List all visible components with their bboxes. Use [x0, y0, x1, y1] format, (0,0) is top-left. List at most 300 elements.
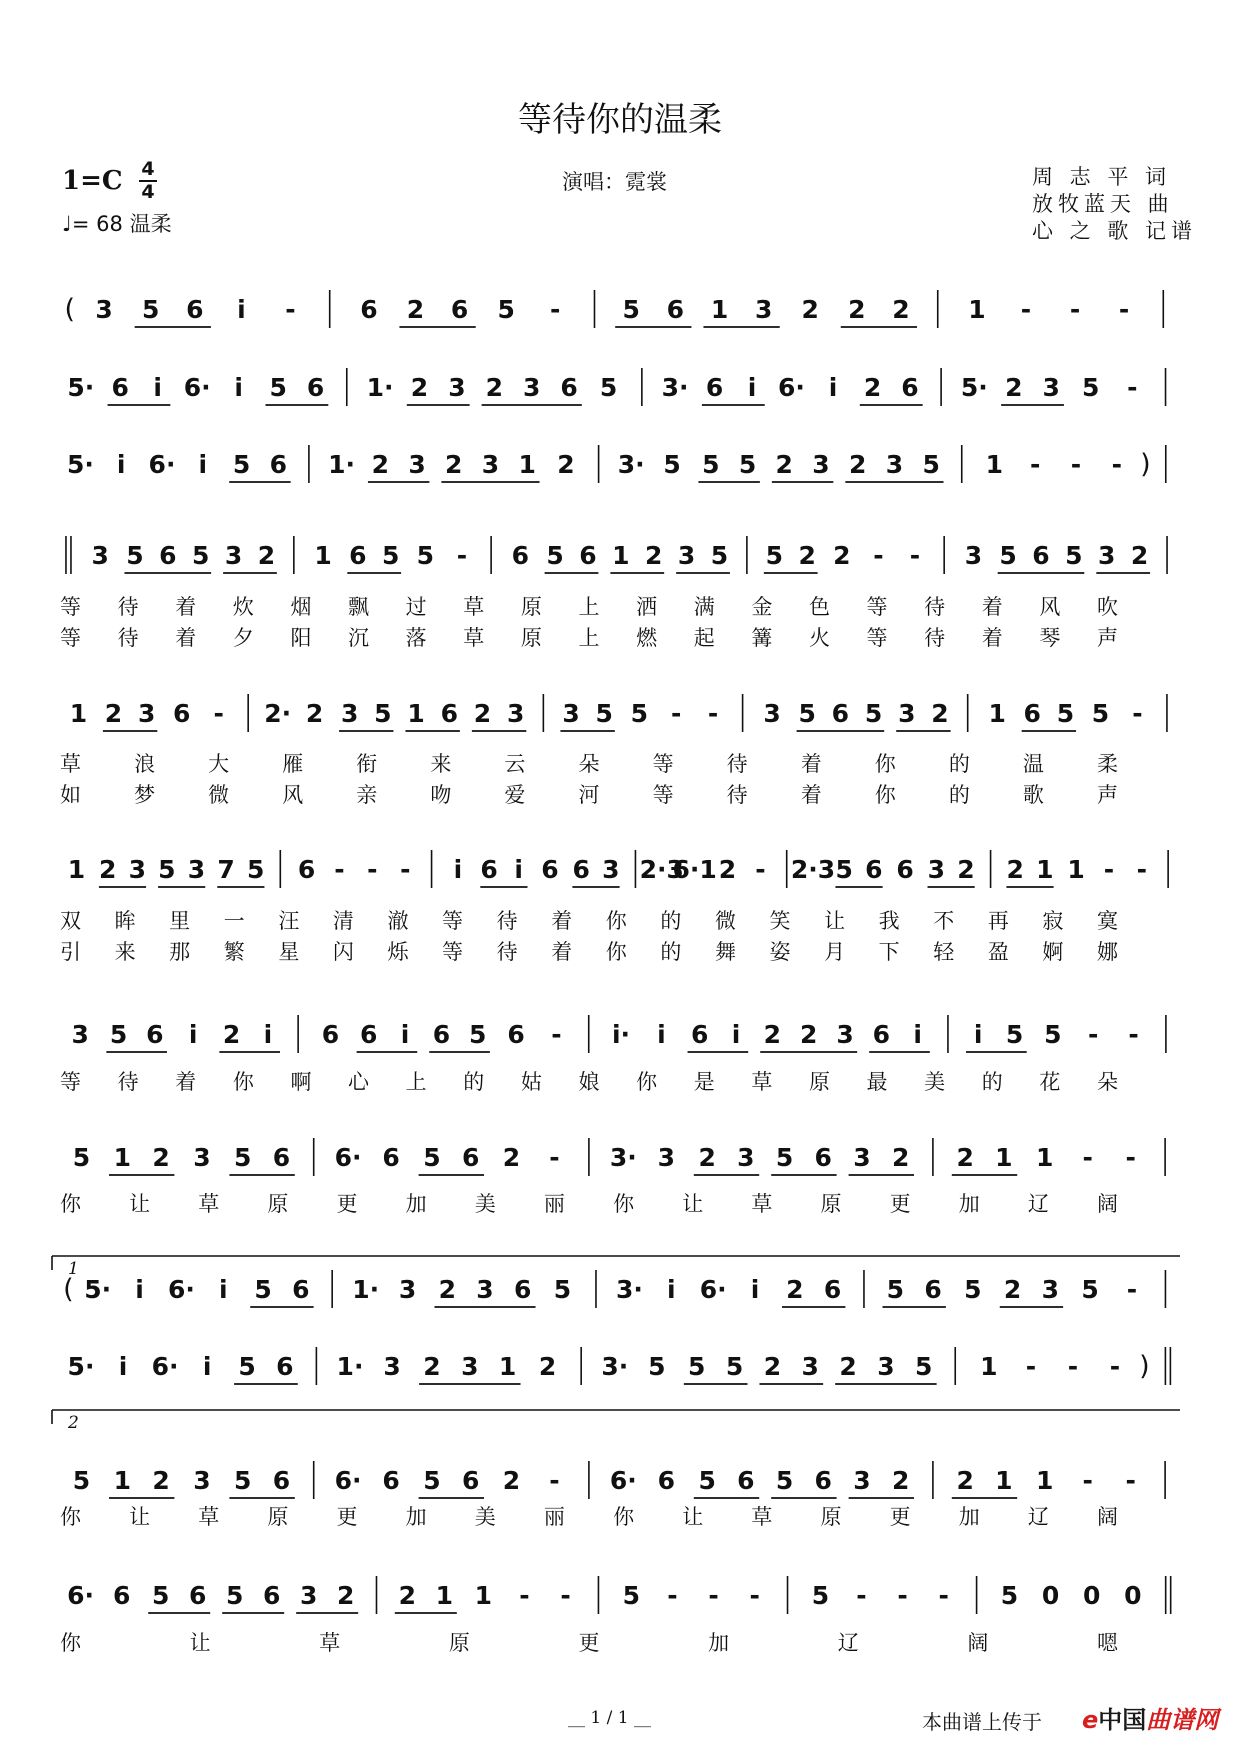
note: 5 — [151, 1581, 170, 1610]
note: 2 — [152, 1143, 170, 1172]
note: 5 — [1000, 1581, 1019, 1610]
note: - — [1132, 699, 1143, 728]
note: 5 — [964, 1275, 982, 1304]
note: 3· — [661, 373, 689, 402]
note: 1 — [710, 295, 729, 324]
note: 5 — [234, 1466, 252, 1495]
note: i — [453, 855, 463, 884]
note: 2 — [502, 1143, 521, 1172]
note: - — [213, 699, 224, 728]
note: - — [334, 855, 345, 884]
note: 3 — [138, 699, 156, 728]
note: 5 — [254, 1275, 272, 1304]
note: 5 — [126, 541, 144, 570]
note: i — [514, 855, 523, 884]
note: 3 — [398, 1275, 417, 1304]
note: 1 — [1035, 1143, 1054, 1172]
note: 5 — [622, 295, 640, 324]
note: 6 — [513, 1275, 532, 1304]
note: 2 — [473, 699, 492, 728]
note: i — [828, 373, 838, 402]
note: i — [657, 1020, 666, 1049]
note: 2 — [1006, 855, 1024, 884]
note: i — [237, 295, 246, 324]
note: 6 — [461, 1143, 480, 1172]
note: 6 — [705, 373, 724, 402]
lyric-line: 引 来 那 繁 星 闪 烁 等 待 着 你 的 舞 姿 月 下 轻 盈 婀 娜 — [60, 940, 1118, 964]
note: 6 — [262, 1581, 281, 1610]
logo-brand: 中国 — [1098, 1706, 1147, 1734]
note: 5 — [864, 699, 883, 728]
note: 2 — [104, 699, 123, 728]
note: 2 — [410, 373, 429, 402]
note: 2 — [931, 699, 949, 728]
note: 2 — [336, 1581, 355, 1610]
note: - — [856, 1581, 867, 1610]
note: 5· — [960, 373, 988, 402]
note: 5 — [381, 541, 400, 570]
note: 1 — [968, 295, 986, 324]
note: 1 — [435, 1581, 454, 1610]
note: 1 — [980, 1352, 998, 1381]
note: - — [1111, 450, 1122, 479]
note: i — [913, 1020, 922, 1049]
singer: 演唱：霓裳 — [562, 170, 667, 194]
note: 3 — [885, 450, 904, 479]
note: 2 — [557, 450, 575, 479]
note: 5 — [546, 541, 564, 570]
note: 6 — [159, 541, 177, 570]
note: 2 — [848, 450, 867, 479]
note: 2 — [1003, 1275, 1022, 1304]
note: 2 — [305, 699, 324, 728]
note: 1 — [995, 1466, 1013, 1495]
note: 1 — [407, 699, 425, 728]
site-logo — [1082, 1700, 1218, 1735]
note: 6 — [579, 541, 597, 570]
note: - — [1103, 855, 1115, 884]
note: 5 — [374, 699, 392, 728]
note: 3 — [657, 1143, 676, 1172]
note: - — [909, 541, 921, 570]
note: 6 — [297, 855, 316, 884]
note: 3 — [408, 450, 426, 479]
note: 3 — [853, 1143, 871, 1172]
note: 5 — [698, 1466, 716, 1495]
note: - — [667, 1581, 678, 1610]
note: 6· — [609, 1466, 637, 1495]
note: - — [400, 855, 411, 884]
note: 6 — [173, 699, 191, 728]
note: i — [263, 1020, 273, 1049]
note: 6 — [276, 1352, 294, 1381]
note: 5 — [191, 541, 210, 570]
note: - — [1067, 1352, 1079, 1381]
note: 2 — [645, 541, 663, 570]
note: 6·1 — [672, 855, 717, 884]
note: 6 — [511, 541, 530, 570]
note: - — [1020, 295, 1032, 324]
note: 6 — [507, 1020, 525, 1049]
note: - — [873, 541, 884, 570]
note: 2 — [445, 450, 463, 479]
note: 3 — [801, 1352, 819, 1381]
note: - — [1118, 295, 1130, 324]
lyric-line: 双 眸 里 一 汪 清 澈 等 待 着 你 的 微 笑 让 我 不 再 寂 寞 — [60, 909, 1118, 933]
note: 1· — [352, 1275, 380, 1304]
note: 3 — [91, 541, 109, 570]
note: 2·3 — [639, 855, 684, 884]
note: 5 — [234, 1143, 252, 1172]
note: 3 — [1042, 373, 1060, 402]
note: i — [973, 1020, 983, 1049]
note: 6 — [188, 1581, 207, 1610]
note: 5 — [922, 450, 940, 479]
note: 6 — [901, 373, 919, 402]
note: 1 — [985, 450, 1004, 479]
note: 6· — [699, 1275, 727, 1304]
note: 5 — [158, 855, 176, 884]
note: 5 — [1082, 373, 1100, 402]
note: 2 — [892, 295, 910, 324]
note: 6 — [666, 295, 685, 324]
note: - — [1136, 855, 1148, 884]
note: 3 — [187, 855, 206, 884]
note: 5 — [835, 855, 853, 884]
note: - — [1125, 1143, 1136, 1172]
note: 5 — [1081, 1275, 1099, 1304]
note: - — [1088, 1020, 1099, 1049]
note: 3 — [299, 1581, 318, 1610]
note: - — [1025, 1352, 1037, 1381]
note: - — [1125, 1466, 1136, 1495]
note: - — [560, 1581, 571, 1610]
note: 6 — [814, 1143, 832, 1172]
note: 3 — [754, 295, 773, 324]
note: 2 — [848, 295, 866, 324]
note: 3· — [616, 1275, 643, 1304]
note: 3 — [677, 541, 696, 570]
note: 3· — [617, 450, 645, 479]
note: 3 — [193, 1143, 211, 1172]
note: 5 — [648, 1352, 666, 1381]
note: 2 — [775, 450, 793, 479]
note: 0 — [1041, 1581, 1060, 1610]
note: 5 — [663, 450, 681, 479]
note: 1 — [1067, 855, 1085, 884]
note: 5 — [798, 699, 816, 728]
note: 2·3 — [790, 855, 836, 884]
note: 2 — [423, 1352, 441, 1381]
note: 1 — [1035, 1466, 1054, 1495]
note: 2 — [406, 295, 425, 324]
note: 3 — [737, 1143, 755, 1172]
note: 3 — [853, 1466, 871, 1495]
note: 2 — [801, 295, 819, 324]
note: 1 — [113, 1466, 132, 1495]
note: - — [551, 1020, 562, 1049]
note: 6 — [146, 1020, 164, 1049]
note: 3 — [1098, 541, 1116, 570]
note: 6 — [440, 699, 458, 728]
note: - — [749, 1581, 760, 1610]
note: 3 — [836, 1020, 854, 1049]
note: 6· — [778, 373, 805, 402]
note: 6· — [151, 1352, 179, 1381]
note: 2 — [98, 855, 117, 884]
note: - — [1109, 1352, 1121, 1381]
note: 3 — [193, 1466, 211, 1495]
note: - — [755, 855, 766, 884]
note: 6· — [334, 1466, 362, 1495]
note: 5 — [497, 295, 515, 324]
note: 1 — [474, 1581, 493, 1610]
note: 1 — [314, 541, 332, 570]
note: - — [549, 1143, 560, 1172]
note: 6 — [831, 699, 850, 728]
note: 6 — [382, 1466, 400, 1495]
note: - — [1126, 1275, 1138, 1304]
time-sig-bottom: 4 — [141, 181, 155, 203]
note: 6 — [896, 855, 914, 884]
note: 5 — [1044, 1020, 1062, 1049]
note: 5 — [246, 855, 265, 884]
note: 6 — [541, 855, 559, 884]
note: 3 — [562, 699, 580, 728]
note: 3 — [812, 450, 830, 479]
note: 1 — [67, 855, 86, 884]
note: 6 — [360, 1020, 378, 1049]
note: 5 — [1056, 699, 1075, 728]
note: 2 — [1130, 541, 1149, 570]
note: 3 — [476, 1275, 494, 1304]
note: 2 — [152, 1466, 170, 1495]
note: 3 — [461, 1352, 479, 1381]
note: i — [667, 1275, 676, 1304]
note: - — [707, 699, 719, 728]
note: - — [670, 699, 682, 728]
note: 6· — [167, 1275, 195, 1304]
note: 6 — [360, 295, 378, 324]
note: 2 — [438, 1275, 457, 1304]
note: 5· — [67, 373, 95, 402]
note: 6· — [334, 1143, 362, 1172]
note: 2 — [485, 373, 504, 402]
logo-mark-icon: e — [1082, 1706, 1099, 1734]
note: 5 — [1091, 699, 1110, 728]
note: 2 — [891, 1143, 910, 1172]
note: i — [202, 1352, 212, 1381]
note: 5 — [1065, 541, 1083, 570]
note: i — [198, 450, 208, 479]
note: 2 — [863, 373, 882, 402]
note: 1 — [1036, 855, 1054, 884]
lyric-line: 等 待 着 炊 烟 飘 过 草 原 上 洒 满 金 色 等 待 着 风 吹 — [60, 595, 1118, 619]
note: 3 — [481, 450, 500, 479]
logo-name: 曲谱网 — [1146, 1706, 1219, 1734]
note: 6 — [461, 1466, 480, 1495]
lyricist: 周 志 平 词 — [1032, 165, 1172, 189]
note: 5 — [630, 699, 648, 728]
note: i — [731, 1020, 741, 1049]
note: 2 — [1005, 373, 1023, 402]
note: 0 — [1124, 1581, 1142, 1610]
note: 1· — [336, 1352, 364, 1381]
note: 6 — [432, 1020, 451, 1049]
note: 2 — [398, 1581, 417, 1610]
note: 5 — [702, 450, 720, 479]
note: 3 — [340, 699, 359, 728]
note: 3 — [224, 541, 243, 570]
note: 5 — [1005, 1020, 1024, 1049]
note: 2 — [718, 855, 737, 884]
note: 6 — [560, 373, 578, 402]
note: 6 — [272, 1143, 291, 1172]
note: 2 — [698, 1143, 716, 1172]
note: 2 — [763, 1020, 782, 1049]
note: 5 — [725, 1352, 744, 1381]
transcriber: 心 之 歌 记谱 — [1032, 219, 1198, 243]
note: - — [1069, 295, 1081, 324]
bracket: ) — [1140, 449, 1151, 480]
note: 5 — [775, 1466, 794, 1495]
note: 5 — [72, 1466, 91, 1495]
note: 6 — [823, 1275, 842, 1304]
note: 3 — [506, 699, 525, 728]
note: 1· — [366, 373, 394, 402]
note: 5 — [423, 1143, 441, 1172]
note: 3 — [927, 855, 946, 884]
page-number: __ 1 / 1 __ — [568, 1708, 651, 1728]
note: 2· — [264, 699, 292, 728]
volta-label: 2 — [68, 1413, 79, 1433]
lyric-line: 等 待 着 你 啊 心 上 的 姑 娘 你 是 草 原 最 美 的 花 朵 — [60, 1070, 1118, 1094]
note: - — [285, 295, 296, 324]
note: 2 — [833, 541, 851, 570]
note: 6 — [872, 1020, 891, 1049]
note: - — [938, 1581, 949, 1610]
note: 3· — [609, 1143, 637, 1172]
note: 1 — [498, 1352, 517, 1381]
note: 2 — [956, 1466, 974, 1495]
note: 6 — [924, 1275, 942, 1304]
note: 2 — [891, 1466, 910, 1495]
note: 5 — [765, 541, 783, 570]
note: 5· — [84, 1275, 112, 1304]
note: 5 — [142, 295, 160, 324]
note: 6 — [272, 1466, 291, 1495]
note: 6 — [814, 1466, 832, 1495]
note: 5 — [775, 1143, 794, 1172]
note: 6 — [349, 541, 367, 570]
note: 6 — [1023, 699, 1041, 728]
note: i — [135, 1275, 144, 1304]
note: i — [234, 373, 244, 402]
note: 6 — [112, 1581, 131, 1610]
note: 6 — [737, 1466, 755, 1495]
note: - — [519, 1581, 530, 1610]
note: - — [549, 1466, 560, 1495]
note: 6 — [572, 855, 590, 884]
note: 2 — [957, 855, 975, 884]
note: - — [1082, 1143, 1093, 1172]
note: 6 — [111, 373, 129, 402]
lyric-line: 草 浪 大 雁 衔 来 云 朵 等 待 着 你 的 温 柔 — [60, 752, 1118, 776]
note: i — [219, 1275, 228, 1304]
note: 3· — [601, 1352, 629, 1381]
note: 1 — [69, 699, 88, 728]
note: - — [1128, 1020, 1139, 1049]
note: 5 — [553, 1275, 572, 1304]
note: i — [400, 1020, 410, 1049]
note: 5 — [738, 450, 757, 479]
note: 3 — [448, 373, 466, 402]
note: 2 — [502, 1466, 521, 1495]
note: 1 — [518, 450, 536, 479]
note: 2 — [222, 1020, 241, 1049]
time-sig-top: 4 — [141, 158, 155, 180]
note: i — [750, 1275, 760, 1304]
note: i — [747, 373, 757, 402]
note: 2 — [956, 1143, 974, 1172]
note: 5 — [109, 1020, 128, 1049]
note: 2 — [538, 1352, 557, 1381]
note: - — [550, 295, 561, 324]
note: - — [708, 1581, 719, 1610]
note: 5 — [423, 1466, 441, 1495]
note: 2 — [786, 1275, 804, 1304]
note: 6 — [321, 1020, 340, 1049]
note: - — [1127, 373, 1138, 402]
note: 6· — [183, 373, 211, 402]
note: 3 — [95, 295, 113, 324]
note: 5 — [622, 1581, 641, 1610]
note: 2 — [839, 1352, 857, 1381]
note: - — [1070, 450, 1082, 479]
note: 5 — [238, 1352, 256, 1381]
note: 6 — [657, 1466, 676, 1495]
note: 6 — [865, 855, 883, 884]
note: 2 — [763, 1352, 782, 1381]
note: - — [1029, 450, 1041, 479]
note: 3 — [602, 855, 620, 884]
note: 6 — [480, 855, 498, 884]
note: i — [116, 450, 126, 479]
note: 5 — [688, 1352, 706, 1381]
note: - — [897, 1581, 908, 1610]
note: 6 — [292, 1275, 310, 1304]
note: 1· — [328, 450, 355, 479]
note: 1 — [995, 1143, 1013, 1172]
note: - — [456, 541, 468, 570]
note: 5 — [811, 1581, 830, 1610]
note: 5 — [915, 1352, 933, 1381]
note: 2 — [371, 450, 390, 479]
note: 1 — [988, 699, 1006, 728]
note: 3 — [128, 855, 146, 884]
note: 1 — [612, 541, 630, 570]
note: 0 — [1082, 1581, 1101, 1610]
note: 3 — [1041, 1275, 1059, 1304]
note: 6 — [186, 295, 204, 324]
note: 1 — [113, 1143, 132, 1172]
composer: 放牧蓝天 曲 — [1032, 192, 1174, 216]
note: 6· — [67, 1581, 95, 1610]
upload-text: 本曲谱上传于 — [922, 1710, 1042, 1734]
note: 6 — [382, 1143, 400, 1172]
note: i — [118, 1352, 128, 1381]
note: 5· — [66, 450, 94, 479]
